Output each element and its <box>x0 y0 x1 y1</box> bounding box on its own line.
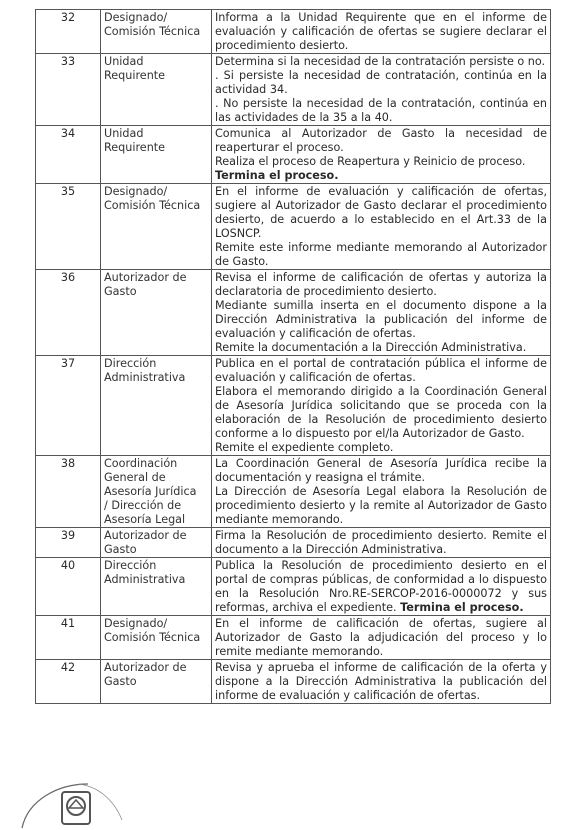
description-text: Comunica al Autorizador de Gasto la necesidad de reaperturar el proceso. <box>215 127 547 154</box>
responsible-line: Asesoría Legal <box>104 513 186 526</box>
activity-number: 40 <box>36 558 101 616</box>
responsible-line: General de <box>104 471 166 484</box>
table-row <box>36 558 551 616</box>
description-paragraph <box>215 127 547 155</box>
responsible-line: Autorizador de <box>104 271 187 284</box>
responsible-line: Administrativa <box>104 573 186 586</box>
activity-number: 33 <box>36 54 101 126</box>
description-text: Publica la Resolución de procedimiento desierto en el portal de compras públicas, de conformidad a lo dispuesto en la Resolución Nro.RE-SERCOP-2016-0000072 y sus reformas, archiva el expediente. <box>215 559 547 614</box>
description-paragraph <box>215 357 547 385</box>
responsible-line: Comisión Técnica <box>104 631 201 644</box>
description-text: Publica en el portal de contratación pública el informe de evaluación y calificación de ofertas. <box>215 357 547 384</box>
description-cell <box>212 456 551 528</box>
responsible-cell <box>101 616 212 660</box>
description-text: La Coordinación General de Asesoría Jurídica recibe la documentación y reasigna el trámite. <box>215 457 547 484</box>
description-text: Firma la Resolución de procedimiento desierto. Remite el documento a la Dirección Administrativa. <box>215 529 547 556</box>
description-paragraph <box>215 97 547 125</box>
description-paragraph <box>215 69 547 97</box>
description-text: Remite la documentación a la Dirección Administrativa. <box>215 341 527 354</box>
table-row <box>36 528 551 558</box>
description-paragraph <box>215 529 547 557</box>
responsible-line: Designado/ <box>104 185 168 198</box>
activity-number: 38 <box>36 456 101 528</box>
description-paragraph <box>215 385 547 441</box>
description-paragraph <box>215 155 547 169</box>
responsible-line: / Dirección de <box>104 499 182 512</box>
responsible-line: Comisión Técnica <box>104 25 201 38</box>
description-text: Informa a la Unidad Requirente que en el informe de evaluación y calificación de ofertas se sugiere declarar el procedimiento desierto. <box>215 11 547 52</box>
description-text: Elabora el memorando dirigido a la Coordinación General de Asesoría Jurídica solicitando que se proceda con la elaboración de la Resolución de procedimiento desierto conforme a lo dispuesto por el/la Autorizador de Gasto. <box>215 385 547 440</box>
table-row <box>36 456 551 528</box>
description-cell <box>212 270 551 356</box>
description-cell <box>212 558 551 616</box>
responsible-cell <box>101 356 212 456</box>
responsible-line: Coordinación <box>104 457 178 470</box>
responsible-line: Administrativa <box>104 371 186 384</box>
table-row <box>36 616 551 660</box>
table-body <box>36 10 551 704</box>
responsible-line: Dirección <box>104 559 157 572</box>
responsible-line: Gasto <box>104 675 137 688</box>
description-text: Mediante sumilla inserta en el documento dispone a la Dirección Administrativa la publicación del informe de evaluación y calificación de ofertas. <box>215 299 547 340</box>
description-paragraph <box>215 457 547 485</box>
responsible-cell <box>101 54 212 126</box>
description-text: Revisa y aprueba el informe de calificación de la oferta y dispone a la Dirección Administrativa la publicación del informe de evaluación y calificación de ofertas. <box>215 661 547 702</box>
description-paragraph <box>215 55 547 69</box>
description-paragraph <box>215 485 547 527</box>
description-paragraph <box>215 299 547 341</box>
responsible-line: Requirente <box>104 69 166 82</box>
description-cell <box>212 616 551 660</box>
responsible-cell <box>101 10 212 54</box>
responsible-line: Unidad <box>104 55 144 68</box>
responsible-line: Asesoría Jurídica <box>104 485 197 498</box>
responsible-cell <box>101 528 212 558</box>
description-paragraph <box>215 185 547 241</box>
activity-number: 39 <box>36 528 101 558</box>
process-activity-table <box>35 9 551 704</box>
responsible-line: Comisión Técnica <box>104 199 201 212</box>
responsible-line: Designado/ <box>104 11 168 24</box>
activity-number: 42 <box>36 660 101 704</box>
description-paragraph <box>215 241 547 269</box>
description-text: Remite el expediente completo. <box>215 441 394 454</box>
table-row <box>36 126 551 184</box>
description-paragraph <box>215 169 547 183</box>
description-cell <box>212 356 551 456</box>
institutional-seal-icon <box>18 770 128 830</box>
description-text: Termina el proceso. <box>215 169 339 182</box>
table-row <box>36 356 551 456</box>
activity-number: 32 <box>36 10 101 54</box>
description-paragraph <box>215 559 547 615</box>
responsible-line: Gasto <box>104 285 137 298</box>
description-text: . No persiste la necesidad de la contratación, continúa en las actividades de la 35 a la 40. <box>215 97 547 124</box>
description-text: La Dirección de Asesoría Legal elabora la Resolución de procedimiento desierto y la remite al Autorizador de Gasto mediante memorando. <box>215 485 547 526</box>
description-cell <box>212 184 551 270</box>
description-text: En el informe de calificación de ofertas, sugiere al Autorizador de Gasto la adjudicación del proceso y lo remite mediante memorando. <box>215 617 547 658</box>
description-end-emphasis: Termina el proceso. <box>400 601 524 614</box>
description-text: . Si persiste la necesidad de contratación, continúa en la actividad 34. <box>215 69 547 96</box>
activity-number: 41 <box>36 616 101 660</box>
description-cell <box>212 660 551 704</box>
table-row <box>36 184 551 270</box>
responsible-cell <box>101 558 212 616</box>
responsible-line: Gasto <box>104 543 137 556</box>
responsible-cell <box>101 660 212 704</box>
activity-number: 34 <box>36 126 101 184</box>
description-text: Revisa el informe de calificación de ofertas y autoriza la declaratoria de procedimiento desierto. <box>215 271 547 298</box>
responsible-cell <box>101 184 212 270</box>
responsible-line: Dirección <box>104 357 157 370</box>
table-row <box>36 270 551 356</box>
responsible-line: Unidad <box>104 127 144 140</box>
description-cell <box>212 10 551 54</box>
description-paragraph <box>215 11 547 53</box>
responsible-cell <box>101 126 212 184</box>
responsible-line: Designado/ <box>104 617 168 630</box>
description-paragraph <box>215 271 547 299</box>
table-row <box>36 54 551 126</box>
description-paragraph <box>215 661 547 703</box>
description-text: En el informe de evaluación y calificación de ofertas, sugiere al Autorizador de Gasto declarar el procedimiento desierto, de acuerdo a lo establecido en el Art.33 de la LOSNCP. <box>215 185 547 240</box>
responsible-line: Autorizador de <box>104 529 187 542</box>
description-cell <box>212 126 551 184</box>
description-paragraph <box>215 441 547 455</box>
responsible-line: Requirente <box>104 141 166 154</box>
description-paragraph <box>215 341 547 355</box>
description-text: Determina si la necesidad de la contratación persiste o no. <box>215 55 546 68</box>
description-text: Realiza el proceso de Reapertura y Reinicio de proceso. <box>215 155 526 168</box>
description-cell <box>212 528 551 558</box>
table-row <box>36 660 551 704</box>
description-text: Remite este informe mediante memorando al Autorizador de Gasto. <box>215 241 547 268</box>
responsible-line: Autorizador de <box>104 661 187 674</box>
description-cell <box>212 54 551 126</box>
responsible-cell <box>101 456 212 528</box>
activity-number: 35 <box>36 184 101 270</box>
responsible-cell <box>101 270 212 356</box>
description-paragraph <box>215 617 547 659</box>
activity-number: 37 <box>36 356 101 456</box>
table-row <box>36 10 551 54</box>
activity-number: 36 <box>36 270 101 356</box>
